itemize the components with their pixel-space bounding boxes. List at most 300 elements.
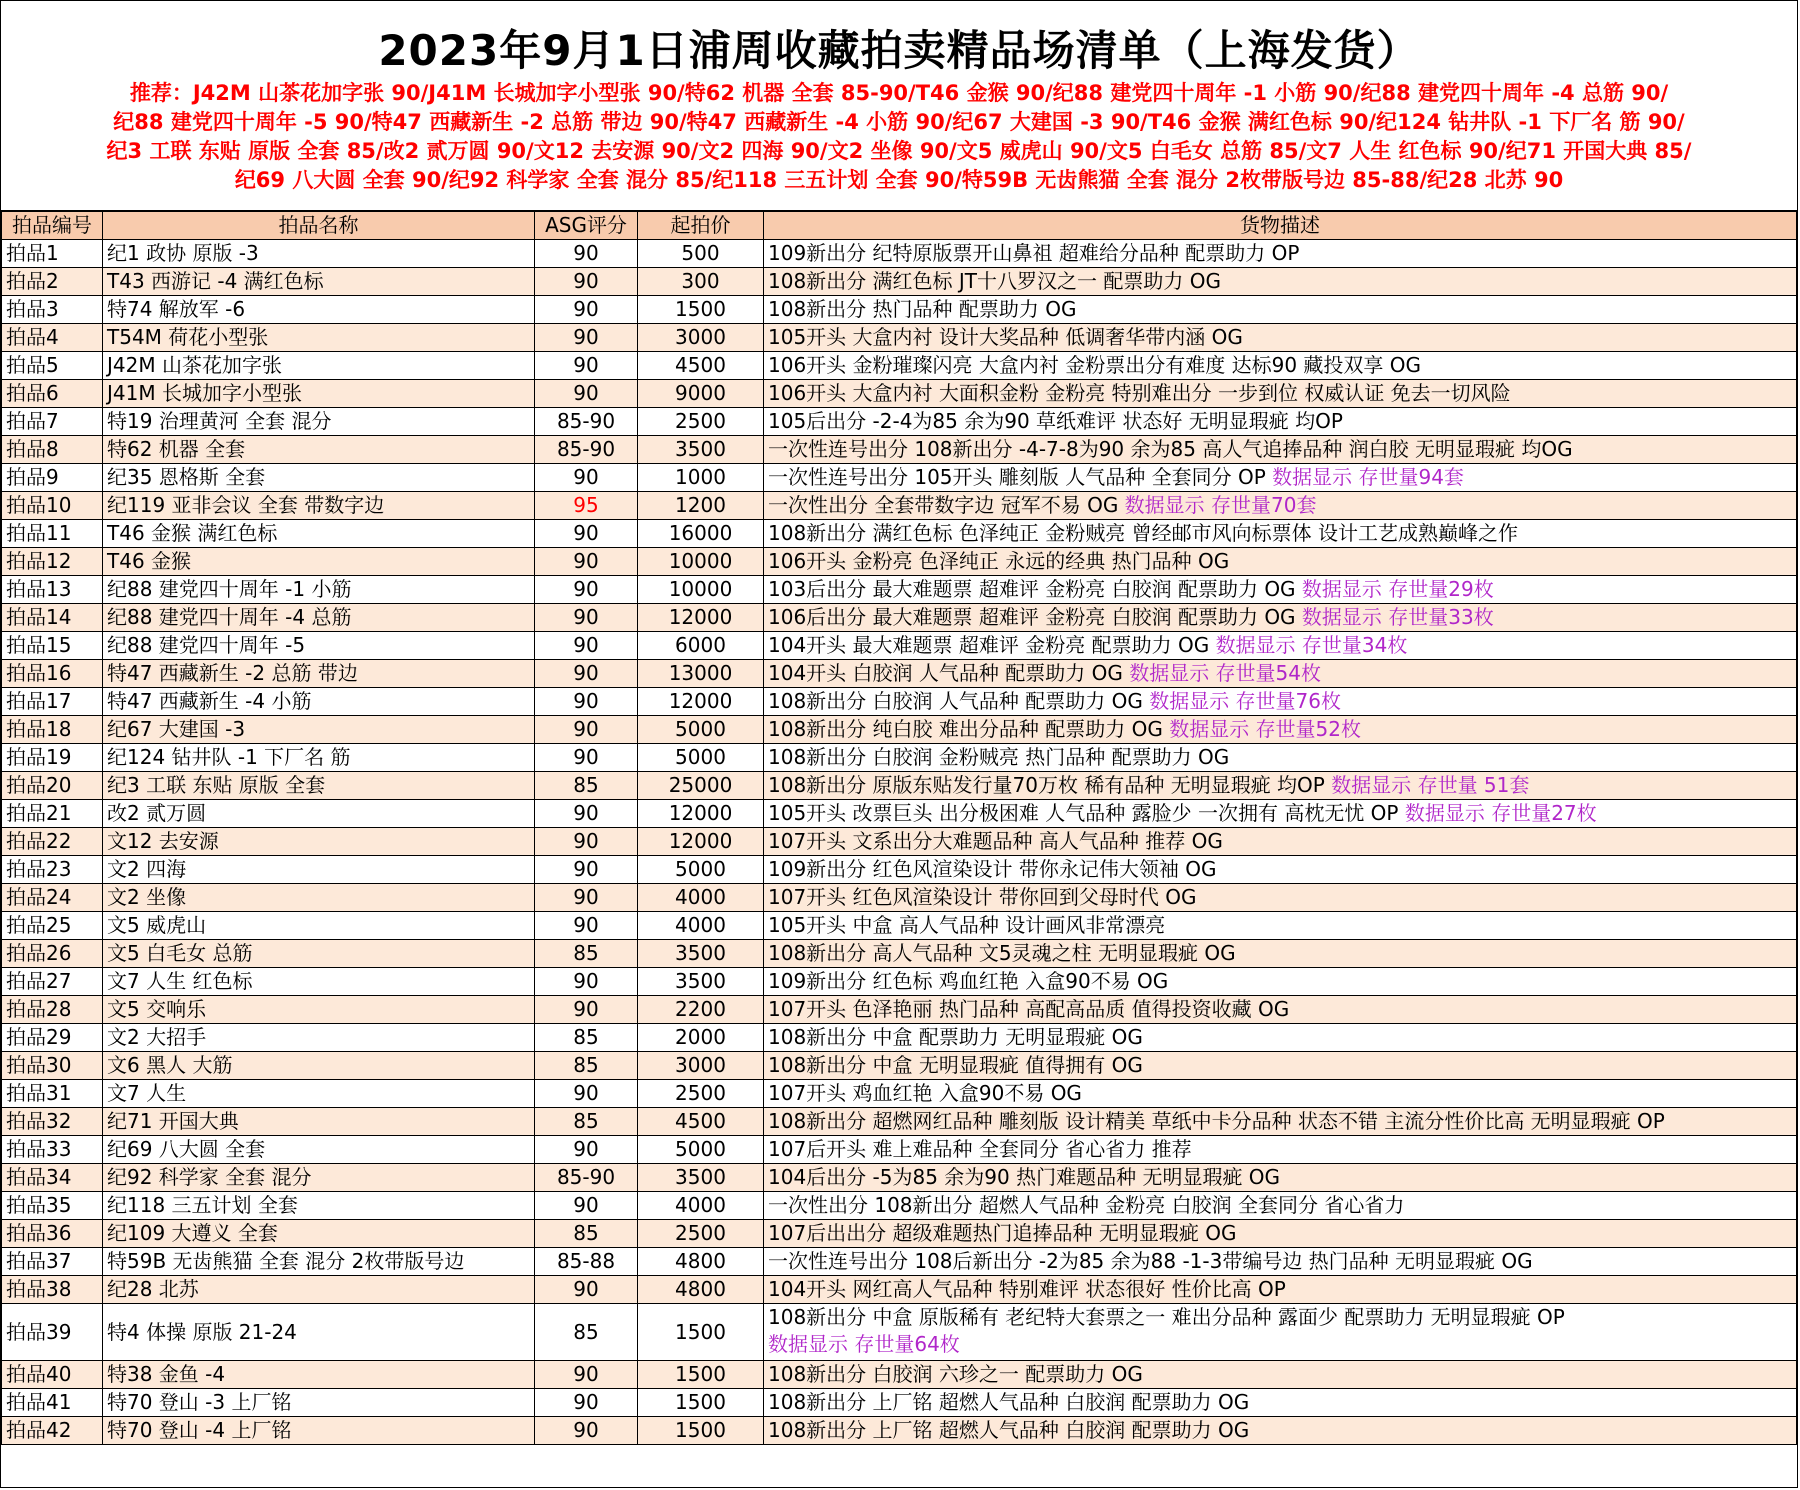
- description-text: 一次性出分 全套带数字边 冠军不易 OG: [768, 493, 1125, 517]
- asg-score-cell: 90: [535, 1276, 638, 1304]
- description-cell: [764, 1192, 1797, 1220]
- table-row: [2, 408, 1797, 436]
- asg-score-cell: 85: [535, 1220, 638, 1248]
- description-text: 108新出分 上厂铭 超燃人气品种 白胶润 配票助力 OG: [768, 1418, 1250, 1442]
- lot-id-cell: 拍品4: [2, 324, 103, 352]
- asg-score-cell: 90: [535, 324, 638, 352]
- description-text: 107开头 红色风渲染设计 带你回到父母时代 OG: [768, 885, 1197, 909]
- start-price-cell: 4000: [638, 912, 764, 940]
- lot-id-cell: 拍品18: [2, 716, 103, 744]
- sheet-header: [1, 1, 1797, 211]
- table-row: [2, 968, 1797, 996]
- asg-score-cell: 90: [535, 800, 638, 828]
- asg-score-cell: 90: [535, 268, 638, 296]
- start-price-cell: 6000: [638, 632, 764, 660]
- table-row: [2, 520, 1797, 548]
- lot-name-cell: 纪109 大遵义 全套: [103, 1220, 535, 1248]
- lot-name-cell: 特70 登山 -4 上厂铭: [103, 1417, 535, 1445]
- asg-score-cell: 90: [535, 912, 638, 940]
- table-row: [2, 352, 1797, 380]
- recommendation-block: [1, 79, 1797, 195]
- table-row: [2, 1024, 1797, 1052]
- lot-id-cell: 拍品16: [2, 660, 103, 688]
- col-header-lot-id: 拍品编号: [2, 212, 103, 240]
- lot-id-cell: 拍品3: [2, 296, 103, 324]
- lot-name-cell: 纪28 北苏: [103, 1276, 535, 1304]
- description-text: 107后出出分 超级难题热门追捧品种 无明显瑕疵 OG: [768, 1221, 1237, 1245]
- start-price-cell: 3000: [638, 324, 764, 352]
- start-price-cell: 500: [638, 240, 764, 268]
- table-row: [2, 1276, 1797, 1304]
- description-cell: [764, 436, 1797, 464]
- table-row: [2, 604, 1797, 632]
- asg-score-cell: 90: [535, 744, 638, 772]
- table-row: [2, 1052, 1797, 1080]
- lot-name-cell: 文2 坐像: [103, 884, 535, 912]
- lot-id-cell: 拍品35: [2, 1192, 103, 1220]
- lot-name-cell: 特47 西藏新生 -2 总筋 带边: [103, 660, 535, 688]
- description-text: 108新出分 原版东贴发行量70万枚 稀有品种 无明显瑕疵 均OP: [768, 773, 1332, 797]
- table-row: [2, 688, 1797, 716]
- col-header-start-price: 起拍价: [638, 212, 764, 240]
- table-row: [2, 800, 1797, 828]
- lot-id-cell: 拍品12: [2, 548, 103, 576]
- lot-id-cell: 拍品2: [2, 268, 103, 296]
- description-text: 103后出分 最大难题票 超难评 金粉亮 白胶润 配票助力 OG: [768, 577, 1302, 601]
- lot-name-cell: 特74 解放军 -6: [103, 296, 535, 324]
- description-cell: [764, 576, 1797, 604]
- description-text: 105开头 中盒 高人气品种 设计画风非常漂亮: [768, 913, 1166, 937]
- description-cell: [764, 996, 1797, 1024]
- asg-score-cell: 90: [535, 548, 638, 576]
- lot-name-cell: 文12 去安源: [103, 828, 535, 856]
- start-price-cell: 25000: [638, 772, 764, 800]
- start-price-cell: 9000: [638, 380, 764, 408]
- lot-id-cell: 拍品1: [2, 240, 103, 268]
- start-price-cell: 3500: [638, 1164, 764, 1192]
- lot-id-cell: 拍品17: [2, 688, 103, 716]
- asg-score-cell: 90: [535, 688, 638, 716]
- lot-id-cell: 拍品20: [2, 772, 103, 800]
- lot-name-cell: 改2 贰万圆: [103, 800, 535, 828]
- col-header-description: 货物描述: [764, 212, 1797, 240]
- lot-name-cell: T46 金猴 满红色标: [103, 520, 535, 548]
- table-row: [2, 856, 1797, 884]
- start-price-cell: 2500: [638, 408, 764, 436]
- inventory-note: 数据显示 存世量33枚: [1301, 605, 1494, 629]
- description-cell: [764, 912, 1797, 940]
- asg-score-cell: 90: [535, 1389, 638, 1417]
- asg-score-cell: 90: [535, 464, 638, 492]
- start-price-cell: 12000: [638, 828, 764, 856]
- lot-name-cell: 特4 体操 原版 21-24: [103, 1304, 535, 1361]
- lot-name-cell: 文7 人生: [103, 1080, 535, 1108]
- description-text: 106开头 金粉亮 色泽纯正 永远的经典 热门品种 OG: [768, 549, 1230, 573]
- inventory-note: 数据显示 存世量27枚: [1404, 801, 1597, 825]
- asg-score-cell: 90: [535, 856, 638, 884]
- description-cell: [764, 324, 1797, 352]
- description-text: 108新出分 中盒 配票助力 无明显瑕疵 OG: [768, 1025, 1143, 1049]
- lot-name-cell: 纪119 亚非会议 全套 带数字边: [103, 492, 535, 520]
- start-price-cell: 1500: [638, 1389, 764, 1417]
- lot-name-cell: 纪1 政协 原版 -3: [103, 240, 535, 268]
- description-text: 107后开头 难上难品种 全套同分 省心省力 推荐: [768, 1137, 1192, 1161]
- lot-id-cell: 拍品42: [2, 1417, 103, 1445]
- description-text: 一次性连号出分 108新出分 -4-7-8为90 余为85 高人气追捧品种 润白胶 无明显瑕疵 均OG: [768, 437, 1573, 461]
- table-row: [2, 996, 1797, 1024]
- inventory-note: 数据显示 存世量34枚: [1215, 633, 1408, 657]
- inventory-note: 数据显示 存世量94套: [1272, 465, 1464, 489]
- table-row: [2, 772, 1797, 800]
- lot-name-cell: J41M 长城加字小型张: [103, 380, 535, 408]
- lot-id-cell: 拍品8: [2, 436, 103, 464]
- description-cell: [764, 492, 1797, 520]
- asg-score-cell: 85-90: [535, 436, 638, 464]
- col-header-lot-name: 拍品名称: [103, 212, 535, 240]
- description-text: 106开头 大盒内衬 大面积金粉 金粉亮 特别难出分 一步到位 权威认证 免去一切风险: [768, 381, 1511, 405]
- lot-id-cell: 拍品34: [2, 1164, 103, 1192]
- lot-id-cell: 拍品40: [2, 1361, 103, 1389]
- table-row: [2, 1164, 1797, 1192]
- asg-score-cell: 95: [535, 492, 638, 520]
- table-row: [2, 828, 1797, 856]
- lot-name-cell: 特47 西藏新生 -4 小筋: [103, 688, 535, 716]
- recommendation-line: 纪88 建党四十周年 -5 90/特47 西藏新生 -2 总筋 带边 90/特47 西藏新生 -4 小筋 90/纪67 大建国 -3 90/T46 金猴 满红色标 90/纪124 钻井队 -1 下厂名 筋 90/: [113, 110, 1685, 134]
- lot-name-cell: 特70 登山 -3 上厂铭: [103, 1389, 535, 1417]
- start-price-cell: 4000: [638, 884, 764, 912]
- description-text: 一次性出分 108新出分 超燃人气品种 金粉亮 白胶润 全套同分 省心省力: [768, 1193, 1405, 1217]
- start-price-cell: 2000: [638, 1024, 764, 1052]
- lot-id-cell: 拍品21: [2, 800, 103, 828]
- lot-id-cell: 拍品26: [2, 940, 103, 968]
- start-price-cell: 16000: [638, 520, 764, 548]
- lot-name-cell: 纪69 八大圆 全套: [103, 1136, 535, 1164]
- description-cell: [764, 632, 1797, 660]
- description-text: 108新出分 中盒 无明显瑕疵 值得拥有 OG: [768, 1053, 1143, 1077]
- table-row: [2, 1389, 1797, 1417]
- start-price-cell: 5000: [638, 1136, 764, 1164]
- table-row: [2, 1136, 1797, 1164]
- lot-id-cell: 拍品13: [2, 576, 103, 604]
- lot-name-cell: T43 西游记 -4 满红色标: [103, 268, 535, 296]
- table-row: [2, 576, 1797, 604]
- start-price-cell: 4500: [638, 352, 764, 380]
- lot-id-cell: 拍品22: [2, 828, 103, 856]
- asg-score-cell: 85: [535, 1052, 638, 1080]
- description-cell: [764, 408, 1797, 436]
- asg-score-cell: 90: [535, 604, 638, 632]
- lot-name-cell: 纪88 建党四十周年 -1 小筋: [103, 576, 535, 604]
- table-row: [2, 296, 1797, 324]
- description-text: 108新出分 白胶润 金粉贼亮 热门品种 配票助力 OG: [768, 745, 1230, 769]
- description-text: 104开头 白胶润 人气品种 配票助力 OG: [768, 661, 1130, 685]
- table-row: [2, 884, 1797, 912]
- description-cell: [764, 772, 1797, 800]
- table-row: [2, 744, 1797, 772]
- description-cell: [764, 520, 1797, 548]
- asg-score-cell: 90: [535, 660, 638, 688]
- recommendation-line: 纪69 八大圆 全套 90/纪92 科学家 全套 混分 85/纪118 三五计划 全套 90/特59B 无齿熊猫 全套 混分 2枚带版号边 85-88/纪28 北苏 90: [234, 168, 1564, 192]
- start-price-cell: 5000: [638, 716, 764, 744]
- description-cell: [764, 1164, 1797, 1192]
- description-text: 一次性连号出分 108后新出分 -2为85 余为88 -1-3带编号边 热门品种 无明显瑕疵 OG: [768, 1249, 1533, 1273]
- table-row: [2, 1108, 1797, 1136]
- table-row: [2, 660, 1797, 688]
- asg-score-cell: 90: [535, 240, 638, 268]
- start-price-cell: 12000: [638, 604, 764, 632]
- lot-name-cell: 特38 金鱼 -4: [103, 1361, 535, 1389]
- description-cell: [764, 716, 1797, 744]
- asg-score-cell: 90: [535, 1192, 638, 1220]
- asg-score-cell: 90: [535, 968, 638, 996]
- start-price-cell: 2500: [638, 1080, 764, 1108]
- description-text: 106开头 金粉璀璨闪亮 大盒内衬 金粉票出分有难度 达标90 藏投双享 OG: [768, 353, 1422, 377]
- start-price-cell: 3500: [638, 968, 764, 996]
- description-cell: [764, 604, 1797, 632]
- start-price-cell: 13000: [638, 660, 764, 688]
- start-price-cell: 4000: [638, 1192, 764, 1220]
- lot-name-cell: 纪92 科学家 全套 混分: [103, 1164, 535, 1192]
- description-text: 107开头 色泽艳丽 热门品种 高配高品质 值得投资收藏 OG: [768, 997, 1290, 1021]
- inventory-note: 数据显示 存世量76枚: [1149, 689, 1342, 713]
- description-cell: [764, 940, 1797, 968]
- table-row: [2, 268, 1797, 296]
- lot-id-cell: 拍品32: [2, 1108, 103, 1136]
- lot-id-cell: 拍品23: [2, 856, 103, 884]
- lot-name-cell: 文6 黑人 大筋: [103, 1052, 535, 1080]
- start-price-cell: 4500: [638, 1108, 764, 1136]
- description-text: 108新出分 中盒 原版稀有 老纪特大套票之一 难出分品种 露面少 配票助力 无明显瑕疵 OP: [768, 1305, 1565, 1329]
- description-cell: [764, 548, 1797, 576]
- start-price-cell: 4800: [638, 1248, 764, 1276]
- asg-score-cell: 85: [535, 1304, 638, 1361]
- inventory-note: 数据显示 存世量 51套: [1331, 773, 1530, 797]
- lot-name-cell: 特59B 无齿熊猫 全套 混分 2枚带版号边: [103, 1248, 535, 1276]
- lot-id-cell: 拍品36: [2, 1220, 103, 1248]
- lot-id-cell: 拍品37: [2, 1248, 103, 1276]
- table-header-row: [2, 212, 1797, 240]
- description-cell: [764, 296, 1797, 324]
- start-price-cell: 1500: [638, 296, 764, 324]
- lot-id-cell: 拍品11: [2, 520, 103, 548]
- table-row: [2, 1417, 1797, 1445]
- asg-score-cell: 90: [535, 1417, 638, 1445]
- lot-name-cell: 文5 威虎山: [103, 912, 535, 940]
- start-price-cell: 300: [638, 268, 764, 296]
- inventory-note: 数据显示 存世量54枚: [1129, 661, 1322, 685]
- start-price-cell: 5000: [638, 856, 764, 884]
- description-text: 105开头 大盒内衬 设计大奖品种 低调奢华带内涵 OG: [768, 325, 1243, 349]
- asg-score-cell: 85: [535, 940, 638, 968]
- table-row: [2, 436, 1797, 464]
- lot-name-cell: T46 金猴: [103, 548, 535, 576]
- lot-name-cell: 文7 人生 红色标: [103, 968, 535, 996]
- lot-id-cell: 拍品31: [2, 1080, 103, 1108]
- lot-name-cell: 纪88 建党四十周年 -5: [103, 632, 535, 660]
- asg-score-cell: 90: [535, 716, 638, 744]
- lot-name-cell: 文5 白毛女 总筋: [103, 940, 535, 968]
- start-price-cell: 3500: [638, 436, 764, 464]
- recommendation-line: 推荐：J42M 山茶花加字张 90/J41M 长城加字小型张 90/特62 机器 全套 85-90/T46 金猴 90/纪88 建党四十周年 -1 小筋 90/纪88 建党四十周年 -4 总筋 90/: [129, 81, 1669, 105]
- description-text: 108新出分 超燃网红品种 雕刻版 设计精美 草纸中卡分品种 状态不错 主流分性价比高 无明显瑕疵 OP: [768, 1109, 1665, 1133]
- start-price-cell: 1000: [638, 464, 764, 492]
- description-text: 108新出分 上厂铭 超燃人气品种 白胶润 配票助力 OG: [768, 1390, 1250, 1414]
- lot-table-body: [2, 240, 1797, 1445]
- start-price-cell: 1500: [638, 1417, 764, 1445]
- description-text: 104开头 最大难题票 超难评 金粉亮 配票助力 OG: [768, 633, 1216, 657]
- lot-id-cell: 拍品24: [2, 884, 103, 912]
- table-row: [2, 324, 1797, 352]
- asg-score-cell: 85-88: [535, 1248, 638, 1276]
- asg-score-cell: 85: [535, 772, 638, 800]
- lot-name-cell: J42M 山茶花加字张: [103, 352, 535, 380]
- lot-id-cell: 拍品41: [2, 1389, 103, 1417]
- description-cell: [764, 1080, 1797, 1108]
- description-text: 108新出分 高人气品种 文5灵魂之柱 无明显瑕疵 OG: [768, 941, 1236, 965]
- description-cell: [764, 1220, 1797, 1248]
- table-row: [2, 492, 1797, 520]
- description-text: 104后出分 -5为85 余为90 热门难题品种 无明显瑕疵 OG: [768, 1165, 1281, 1189]
- description-cell: [764, 1417, 1797, 1445]
- table-row: [2, 1192, 1797, 1220]
- lot-id-cell: 拍品30: [2, 1052, 103, 1080]
- lot-name-cell: 纪118 三五计划 全套: [103, 1192, 535, 1220]
- start-price-cell: 1500: [638, 1304, 764, 1361]
- lot-table: [1, 211, 1797, 1445]
- asg-score-cell: 85: [535, 1024, 638, 1052]
- table-row: [2, 548, 1797, 576]
- asg-score-cell: 90: [535, 296, 638, 324]
- asg-score-cell: 90: [535, 828, 638, 856]
- lot-id-cell: 拍品39: [2, 1304, 103, 1361]
- description-text: 105后出分 -2-4为85 余为90 草纸难评 状态好 无明显瑕疵 均OP: [768, 409, 1343, 433]
- description-cell: [764, 464, 1797, 492]
- table-row: [2, 940, 1797, 968]
- description-cell: [764, 968, 1797, 996]
- description-cell: [764, 380, 1797, 408]
- description-text: 109新出分 红色风渲染设计 带你永记伟大领袖 OG: [768, 857, 1217, 881]
- inventory-note: 数据显示 存世量64枚: [768, 1332, 960, 1356]
- start-price-cell: 3500: [638, 940, 764, 968]
- table-row: [2, 912, 1797, 940]
- description-text: 104开头 网红高人气品种 特别难评 状态很好 性价比高 OP: [768, 1277, 1286, 1301]
- lot-id-cell: 拍品10: [2, 492, 103, 520]
- description-cell: [764, 1052, 1797, 1080]
- description-text: 108新出分 白胶润 人气品种 配票助力 OG: [768, 689, 1150, 713]
- asg-score-cell: 90: [535, 884, 638, 912]
- description-cell: [764, 856, 1797, 884]
- lot-name-cell: 纪67 大建国 -3: [103, 716, 535, 744]
- description-cell: [764, 1276, 1797, 1304]
- description-cell: [764, 884, 1797, 912]
- asg-score-cell: 90: [535, 576, 638, 604]
- table-row: [2, 380, 1797, 408]
- start-price-cell: 12000: [638, 688, 764, 716]
- start-price-cell: 3000: [638, 1052, 764, 1080]
- description-cell: [764, 1136, 1797, 1164]
- recommendation-line: 纪3 工联 东贴 原版 全套 85/改2 贰万圆 90/文12 去安源 90/文2 四海 90/文2 坐像 90/文5 威虎山 90/文5 白毛女 总筋 85/文7 人生 红色标 90/纪71 开国大典 85/: [106, 139, 1692, 163]
- lot-id-cell: 拍品33: [2, 1136, 103, 1164]
- start-price-cell: 1200: [638, 492, 764, 520]
- table-row: [2, 1304, 1797, 1361]
- table-row: [2, 1080, 1797, 1108]
- lot-id-cell: 拍品7: [2, 408, 103, 436]
- lot-name-cell: 纪3 工联 东贴 原版 全套: [103, 772, 535, 800]
- description-cell: [764, 240, 1797, 268]
- description-text: 107开头 文系出分大难题品种 高人气品种 推荐 OG: [768, 829, 1223, 853]
- asg-score-cell: 90: [535, 1361, 638, 1389]
- description-text: 109新出分 纪特原版票开山鼻祖 超难给分品种 配票助力 OP: [768, 241, 1300, 265]
- description-cell: [764, 828, 1797, 856]
- description-text: 108新出分 满红色标 JT十八罗汉之一 配票助力 OG: [768, 269, 1221, 293]
- lot-name-cell: 纪71 开国大典: [103, 1108, 535, 1136]
- lot-name-cell: 纪35 恩格斯 全套: [103, 464, 535, 492]
- lot-id-cell: 拍品9: [2, 464, 103, 492]
- description-text: 108新出分 白胶润 六珍之一 配票助力 OG: [768, 1362, 1143, 1386]
- asg-score-cell: 85: [535, 1108, 638, 1136]
- description-cell: [764, 1108, 1797, 1136]
- asg-score-cell: 90: [535, 380, 638, 408]
- col-header-asg-score: ASG评分: [535, 212, 638, 240]
- start-price-cell: 10000: [638, 548, 764, 576]
- description-text: 106后出分 最大难题票 超难评 金粉亮 白胶润 配票助力 OG: [768, 605, 1302, 629]
- description-text: 108新出分 纯白胶 难出分品种 配票助力 OG: [768, 717, 1170, 741]
- table-row: [2, 1361, 1797, 1389]
- description-cell: [764, 1024, 1797, 1052]
- description-cell: [764, 660, 1797, 688]
- asg-score-cell: 90: [535, 1080, 638, 1108]
- lot-name-cell: 特62 机器 全套: [103, 436, 535, 464]
- table-row: [2, 240, 1797, 268]
- start-price-cell: 12000: [638, 800, 764, 828]
- lot-id-cell: 拍品6: [2, 380, 103, 408]
- lot-name-cell: 文2 四海: [103, 856, 535, 884]
- lot-name-cell: 纪124 钻井队 -1 下厂名 筋: [103, 744, 535, 772]
- asg-score-cell: 90: [535, 352, 638, 380]
- description-text: 一次性连号出分 105开头 雕刻版 人气品种 全套同分 OP: [768, 465, 1273, 489]
- start-price-cell: 2200: [638, 996, 764, 1024]
- description-cell: [764, 688, 1797, 716]
- lot-id-cell: 拍品38: [2, 1276, 103, 1304]
- start-price-cell: 2500: [638, 1220, 764, 1248]
- asg-score-cell: 90: [535, 1136, 638, 1164]
- description-cell: [764, 744, 1797, 772]
- description-text: 108新出分 满红色标 色泽纯正 金粉贼亮 曾经邮市风向标票体 设计工艺成熟巅峰之作: [768, 521, 1518, 545]
- description-cell: [764, 352, 1797, 380]
- table-row: [2, 464, 1797, 492]
- table-row: [2, 1248, 1797, 1276]
- asg-score-cell: 90: [535, 996, 638, 1024]
- lot-id-cell: 拍品25: [2, 912, 103, 940]
- page-title: 2023年9月1日浦周收藏拍卖精品场清单（上海发货）: [378, 26, 1420, 75]
- description-text: 109新出分 红色标 鸡血红艳 入盒90不易 OG: [768, 969, 1169, 993]
- table-row: [2, 632, 1797, 660]
- start-price-cell: 4800: [638, 1276, 764, 1304]
- lot-id-cell: 拍品14: [2, 604, 103, 632]
- inventory-note: 数据显示 存世量52枚: [1169, 717, 1362, 741]
- asg-score-cell: 90: [535, 632, 638, 660]
- lot-name-cell: T54M 荷花小型张: [103, 324, 535, 352]
- lot-id-cell: 拍品29: [2, 1024, 103, 1052]
- description-text: 105开头 改票巨头 出分极困难 人气品种 露脸少 一次拥有 高枕无忧 OP: [768, 801, 1405, 825]
- inventory-note: 数据显示 存世量70套: [1124, 493, 1317, 517]
- description-cell: [764, 1389, 1797, 1417]
- table-row: [2, 716, 1797, 744]
- start-price-cell: 10000: [638, 576, 764, 604]
- asg-score-cell: 90: [535, 520, 638, 548]
- description-cell: [764, 800, 1797, 828]
- inventory-note: 数据显示 存世量29枚: [1301, 577, 1494, 601]
